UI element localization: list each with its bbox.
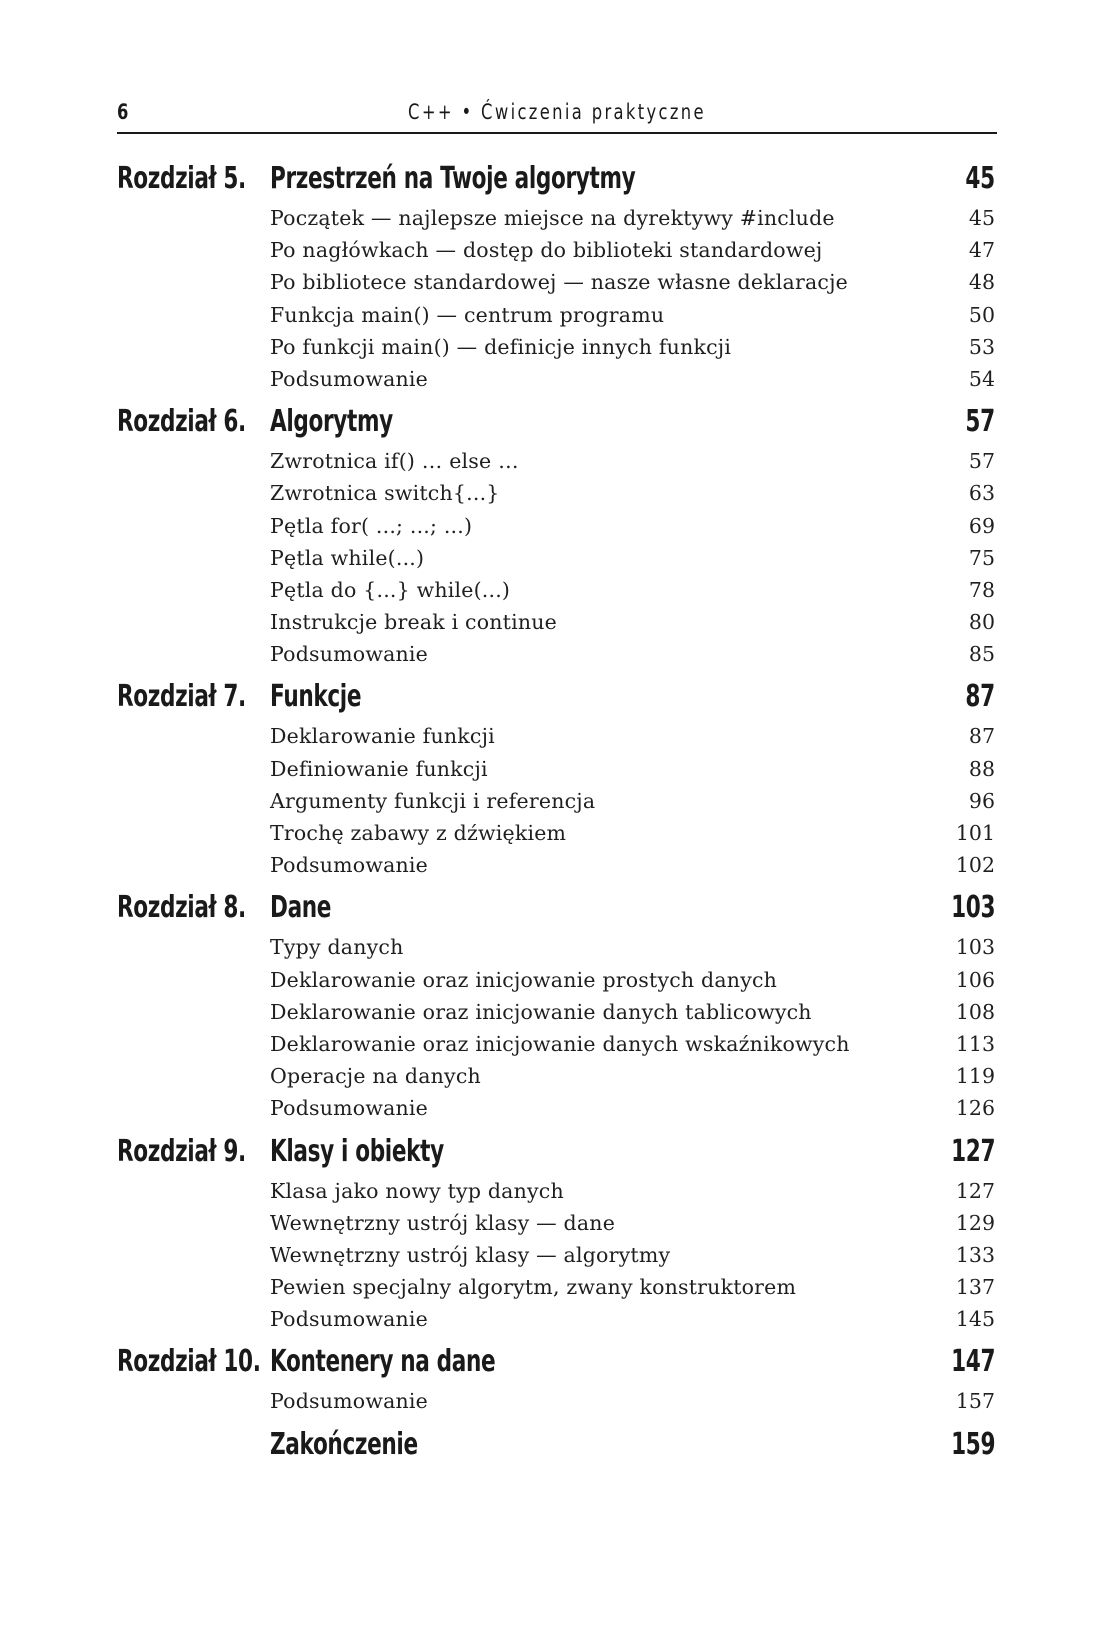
chapter-label: Rozdział 7. — [117, 679, 246, 715]
section-title: Zwrotnica if() … else … — [270, 449, 519, 474]
toc-section-entry — [117, 720, 997, 752]
toc-section-entry — [117, 1271, 997, 1303]
section-title: Pewien specjalny algorytm, zwany konstruktorem — [270, 1275, 797, 1300]
section-title: Klasa jako nowy typ danych — [270, 1178, 564, 1203]
section-title: Podsumowanie — [270, 642, 428, 667]
section-title: Deklarowanie oraz inicjowanie danych wskaźnikowych — [270, 1031, 850, 1056]
section-title: Pętla while(...) — [270, 545, 425, 570]
section-title: Po funkcji main() — definicje innych funkcji — [270, 334, 732, 359]
section-page-number: 54 — [968, 366, 995, 391]
section-page-number: 57 — [968, 449, 995, 474]
chapter-title: Funkcje — [270, 679, 362, 715]
section-title: Początek — najlepsze miejsce na dyrektywy #include — [270, 206, 835, 230]
section-page-number: 101 — [955, 821, 995, 845]
chapter-page-number: 57 — [965, 404, 995, 440]
toc-section-entry — [117, 1028, 997, 1060]
toc-section-entry — [117, 331, 997, 363]
section-title: Deklarowanie oraz inicjowanie danych tablicowych — [270, 999, 812, 1024]
toc-section-entry — [117, 299, 997, 331]
section-title: Zwrotnica switch{...} — [270, 481, 500, 506]
section-page-number: 103 — [955, 935, 995, 960]
section-title: Wewnętrzny ustrój klasy — dane — [270, 1210, 616, 1235]
chapter-page-number: 103 — [950, 890, 995, 926]
toc-section-entry — [117, 964, 997, 996]
section-list — [117, 445, 997, 670]
chapter-heading — [117, 1424, 997, 1468]
toc-section-entry — [117, 445, 997, 477]
toc-chapter — [117, 1341, 997, 1417]
section-title: Podsumowanie — [270, 1096, 428, 1121]
toc-section-entry — [117, 753, 997, 785]
section-list — [117, 720, 997, 881]
chapter-label: Rozdział 9. — [117, 1133, 246, 1169]
toc-chapter — [117, 1131, 997, 1336]
section-title: Definiowanie funkcji — [270, 756, 488, 781]
section-page-number: 119 — [955, 1064, 995, 1089]
section-page-number: 157 — [955, 1389, 995, 1414]
section-title: Pętla do {...} while(...) — [270, 577, 511, 602]
section-page-number: 106 — [955, 967, 995, 992]
toc-section-entry — [117, 931, 997, 963]
toc-chapter — [117, 401, 997, 670]
toc-section-entry — [117, 1303, 997, 1335]
section-list — [117, 1175, 997, 1336]
chapter-page-number: 45 — [965, 161, 995, 196]
toc-section-entry — [117, 1385, 997, 1417]
section-title: Deklarowanie oraz inicjowanie prostych danych — [270, 967, 778, 992]
section-title: Po bibliotece standardowej — nasze własne deklaracje — [270, 270, 848, 295]
section-title: Operacje na danych — [270, 1064, 481, 1089]
section-page-number: 108 — [955, 999, 995, 1024]
section-page-number: 47 — [968, 238, 995, 263]
toc-section-entry — [117, 363, 997, 395]
chapter-title: Algorytmy — [270, 404, 393, 440]
section-page-number: 96 — [968, 788, 995, 813]
section-page-number: 48 — [968, 270, 995, 295]
section-title: Funkcja main() — centrum programu — [270, 302, 665, 327]
section-title: Argumenty funkcji i referencja — [270, 788, 596, 813]
section-list — [117, 931, 997, 1124]
section-page-number: 45 — [968, 206, 995, 230]
page-number: 6 — [117, 100, 129, 124]
toc-section-entry — [117, 1175, 997, 1207]
chapter-title: Klasy i obiekty — [270, 1133, 444, 1169]
chapter-label: Rozdział 5. — [117, 161, 246, 196]
section-title: Pętla for( ...; ...; ...) — [270, 513, 473, 538]
section-list — [117, 1385, 997, 1417]
chapter-heading — [117, 676, 997, 720]
running-header — [117, 98, 997, 134]
section-page-number: 50 — [968, 302, 995, 327]
section-page-number: 137 — [955, 1275, 995, 1300]
section-title: Podsumowanie — [270, 366, 428, 391]
section-title: Typy danych — [270, 935, 404, 960]
section-page-number: 85 — [968, 642, 995, 667]
toc-chapter — [117, 887, 997, 1124]
section-page-number: 145 — [955, 1307, 995, 1332]
toc-section-entry — [117, 1207, 997, 1239]
chapter-heading — [117, 158, 997, 202]
section-page-number: 129 — [955, 1210, 995, 1235]
chapter-label: Rozdział 8. — [117, 890, 246, 926]
section-page-number: 87 — [968, 724, 995, 749]
toc-section-entry — [117, 606, 997, 638]
toc-section-entry — [117, 234, 997, 266]
section-page-number: 69 — [968, 513, 995, 538]
toc-section-entry — [117, 1060, 997, 1092]
chapter-page-number: 147 — [950, 1344, 995, 1380]
section-page-number: 113 — [955, 1031, 995, 1056]
section-page-number: 88 — [968, 756, 995, 781]
chapter-label: Rozdział 6. — [117, 404, 246, 440]
section-page-number: 53 — [968, 334, 995, 359]
section-page-number: 126 — [955, 1096, 995, 1121]
toc-chapter — [117, 676, 997, 881]
section-page-number: 127 — [955, 1178, 995, 1203]
toc-section-entry — [117, 996, 997, 1028]
chapter-title: Zakończenie — [270, 1426, 418, 1462]
toc-section-entry — [117, 849, 997, 881]
toc-section-entry — [117, 202, 997, 234]
toc-section-entry — [117, 574, 997, 606]
book-title: C++ • Ćwiczenia praktyczne — [408, 100, 706, 124]
toc-section-entry — [117, 1092, 997, 1124]
section-page-number: 102 — [955, 853, 995, 878]
section-page-number: 75 — [968, 545, 995, 570]
toc-chapter — [117, 1424, 997, 1468]
chapter-heading — [117, 887, 997, 931]
section-title: Wewnętrzny ustrój klasy — algorytmy — [270, 1242, 671, 1267]
toc-section-entry — [117, 542, 997, 574]
chapter-page-number: 127 — [950, 1133, 995, 1169]
chapter-title: Przestrzeń na Twoje algorytmy — [270, 161, 636, 196]
table-of-contents — [117, 158, 997, 1474]
section-page-number: 78 — [968, 577, 995, 602]
chapter-title: Kontenery na dane — [270, 1344, 496, 1380]
chapter-heading — [117, 1131, 997, 1175]
toc-section-entry — [117, 638, 997, 670]
toc-section-entry — [117, 266, 997, 298]
section-title: Podsumowanie — [270, 1307, 428, 1332]
chapter-heading — [117, 1341, 997, 1385]
section-title: Instrukcje break i continue — [270, 610, 558, 635]
section-page-number: 133 — [955, 1242, 995, 1267]
section-list — [117, 202, 997, 395]
toc-section-entry — [117, 510, 997, 542]
section-title: Trochę zabawy z dźwiękiem — [270, 821, 567, 845]
chapter-title: Dane — [270, 890, 332, 926]
chapter-label: Rozdział 10. — [117, 1344, 261, 1380]
section-title: Podsumowanie — [270, 853, 428, 878]
section-page-number: 80 — [968, 610, 995, 635]
toc-section-entry — [117, 477, 997, 509]
chapter-heading — [117, 401, 997, 445]
toc-section-entry — [117, 817, 997, 849]
chapter-page-number: 159 — [950, 1426, 995, 1462]
chapter-page-number: 87 — [965, 679, 995, 715]
toc-chapter — [117, 158, 997, 395]
section-title: Po nagłówkach — dostęp do biblioteki standardowej — [270, 238, 823, 263]
toc-section-entry — [117, 785, 997, 817]
toc-section-entry — [117, 1239, 997, 1271]
section-title: Podsumowanie — [270, 1389, 428, 1414]
section-page-number: 63 — [968, 481, 995, 506]
section-title: Deklarowanie funkcji — [270, 724, 495, 749]
